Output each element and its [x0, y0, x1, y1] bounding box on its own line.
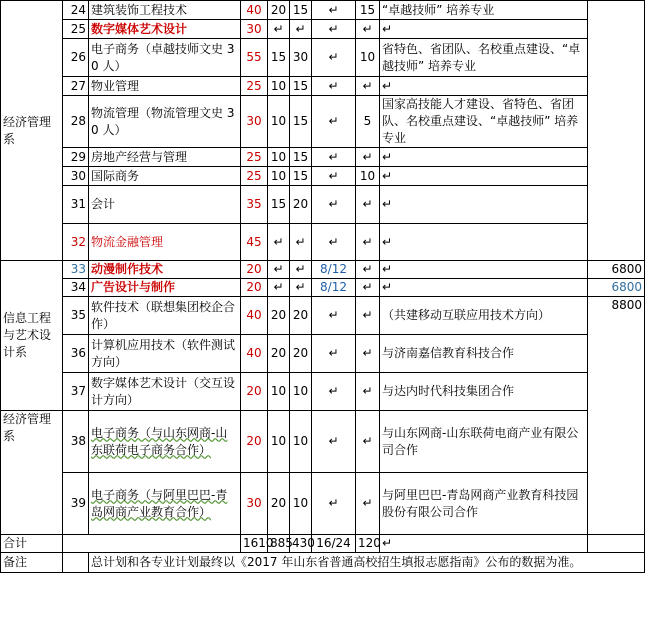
- plan-col-b: 15: [290, 1, 312, 20]
- total-col-a: 885: [268, 535, 290, 553]
- fee-cell: 8800: [588, 297, 645, 535]
- plan-col-b: ↵: [290, 224, 312, 261]
- major-name: [89, 148, 241, 167]
- plan-total: 40: [241, 297, 268, 335]
- plan-col-b: 30: [290, 39, 312, 77]
- plan-col-d: ↵: [356, 373, 380, 411]
- table-row: [1, 39, 645, 77]
- table-row: [1, 473, 645, 535]
- total-label: 合计: [1, 535, 63, 553]
- major-name: [89, 279, 241, 297]
- row-number: 27: [63, 77, 89, 96]
- total-col-d: 120: [356, 535, 380, 553]
- plan-col-c: ↵: [312, 1, 356, 20]
- plan-col-c: ↵: [312, 77, 356, 96]
- plan-col-a: ↵: [268, 261, 290, 279]
- plan-col-b: 15: [290, 96, 312, 148]
- plan-col-a: 10: [268, 411, 290, 473]
- remark-cell: ↵: [380, 279, 588, 297]
- plan-col-b: 20: [290, 186, 312, 224]
- dept-cell: 经济管理系: [1, 1, 63, 261]
- remark-cell: ↵: [380, 148, 588, 167]
- plan-col-b: 10: [290, 373, 312, 411]
- plan-col-c: ↵: [312, 411, 356, 473]
- plan-total: 20: [241, 279, 268, 297]
- major-label: 计算机应用技术（软件测试方向）: [91, 337, 236, 369]
- plan-col-a: 15: [268, 186, 290, 224]
- major-label: 电子商务（与阿里巴巴-青岛网商产业教育合作）: [91, 487, 228, 519]
- major-name: [89, 167, 241, 186]
- major-name: [89, 39, 241, 77]
- major-name: [89, 224, 241, 261]
- plan-col-b: ↵: [290, 261, 312, 279]
- remark-cell: 与济南嘉信教育科技合作: [380, 335, 588, 373]
- major-name: [89, 411, 241, 473]
- table-row: [1, 186, 645, 224]
- remark-cell: 与阿里巴巴-青岛网商产业教育科技园股份有限公司合作: [380, 473, 588, 535]
- plan-col-a: 10: [268, 167, 290, 186]
- row-number: 25: [63, 20, 89, 39]
- plan-col-d: ↵: [356, 20, 380, 39]
- row-number: 30: [63, 167, 89, 186]
- remark-blank: [63, 553, 89, 573]
- plan-col-c: ↵: [312, 167, 356, 186]
- plan-total: 40: [241, 1, 268, 20]
- plan-col-c: ↵: [312, 297, 356, 335]
- row-number: 24: [63, 1, 89, 20]
- plan-col-d: ↵: [356, 77, 380, 96]
- plan-col-d: ↵: [356, 148, 380, 167]
- remark-cell: 与达内时代科技集团合作: [380, 373, 588, 411]
- plan-total: 25: [241, 77, 268, 96]
- plan-total: 35: [241, 186, 268, 224]
- table-row: [1, 77, 645, 96]
- table-row: [1, 167, 645, 186]
- plan-col-b: 10: [290, 473, 312, 535]
- fee-cell: 6800: [588, 279, 645, 297]
- plan-total: 20: [241, 373, 268, 411]
- major-label: 软件技术（联想集团校企合作）: [91, 299, 236, 331]
- row-number: 29: [63, 148, 89, 167]
- row-number: 38: [63, 411, 89, 473]
- major-label: 电子商务（与山东网商-山东联荷电子商务合作）: [91, 425, 228, 457]
- plan-col-d: 10: [356, 167, 380, 186]
- plan-col-c: ↵: [312, 39, 356, 77]
- plan-col-d: ↵: [356, 473, 380, 535]
- major-label: 建筑装饰工程技术: [91, 2, 188, 17]
- plan-col-a: 10: [268, 373, 290, 411]
- major-name: [89, 261, 241, 279]
- remark-cell: “卓越技师” 培养专业: [380, 1, 588, 20]
- plan-col-d: 5: [356, 96, 380, 148]
- row-number: 36: [63, 335, 89, 373]
- dept-cell: 经济管理系: [1, 411, 63, 535]
- row-number: 35: [63, 297, 89, 335]
- row-number: 34: [63, 279, 89, 297]
- plan-total: 25: [241, 148, 268, 167]
- plan-col-a: ↵: [268, 20, 290, 39]
- total-remark: ↵: [380, 535, 588, 553]
- table-row: [1, 279, 645, 297]
- table-row: [1, 373, 645, 411]
- plan-col-b: 15: [290, 167, 312, 186]
- fee-cell: 6800: [588, 261, 645, 279]
- row-number: 32: [63, 224, 89, 261]
- plan-col-a: 20: [268, 335, 290, 373]
- plan-col-d: ↵: [356, 335, 380, 373]
- plan-col-b: 15: [290, 77, 312, 96]
- major-name: [89, 1, 241, 20]
- major-name: [89, 96, 241, 148]
- total-fee: [588, 535, 645, 553]
- remark-cell: ↵: [380, 224, 588, 261]
- plan-col-a: ↵: [268, 279, 290, 297]
- plan-total: 40: [241, 335, 268, 373]
- table-row: [1, 297, 645, 335]
- major-label: 广告设计与制作: [91, 280, 176, 294]
- plan-total: 55: [241, 39, 268, 77]
- table-row: [1, 148, 645, 167]
- row-number: 31: [63, 186, 89, 224]
- plan-col-a: 20: [268, 473, 290, 535]
- major-label: 物流金融管理: [91, 234, 164, 249]
- remark-cell: 国家高技能人才建设、省特色、省团队、名校重点建设、“卓越技师” 培养专业: [380, 96, 588, 148]
- plan-col-d: 10: [356, 39, 380, 77]
- plan-total: 20: [241, 411, 268, 473]
- remark-cell: （共建移动互联应用技术方向）: [380, 297, 588, 335]
- plan-col-b: 20: [290, 297, 312, 335]
- remark-cell: ↵: [380, 77, 588, 96]
- dept-cell: 信息工程与艺术设计系: [1, 261, 63, 411]
- plan-col-d: 15: [356, 1, 380, 20]
- plan-col-d: ↵: [356, 224, 380, 261]
- remark-cell: ↵: [380, 261, 588, 279]
- plan-col-d: ↵: [356, 261, 380, 279]
- total-blank: [63, 535, 241, 553]
- plan-col-b: 15: [290, 148, 312, 167]
- major-label: 数字媒体艺术设计（交互设计方向）: [91, 375, 236, 407]
- plan-col-d: ↵: [356, 186, 380, 224]
- major-label: 电子商务（卓越技师文史 30 人）: [91, 41, 235, 73]
- plan-col-c: ↵: [312, 186, 356, 224]
- plan-col-c: ↵: [312, 373, 356, 411]
- plan-col-a: 20: [268, 1, 290, 20]
- major-name: [89, 335, 241, 373]
- fee-cell: [588, 1, 645, 261]
- total-row: [1, 535, 645, 553]
- remark-cell: 与山东网商-山东联荷电商产业有限公司合作: [380, 411, 588, 473]
- major-label: 数字媒体艺术设计: [91, 21, 188, 36]
- major-label: 会计: [91, 197, 116, 211]
- plan-col-c: 8/12: [312, 261, 356, 279]
- table-row: [1, 20, 645, 39]
- table-row: [1, 261, 645, 279]
- remark-cell: ↵: [380, 20, 588, 39]
- plan-col-a: 10: [268, 96, 290, 148]
- plan-total: 20: [241, 261, 268, 279]
- major-label: 动漫制作技术: [91, 262, 164, 276]
- plan-col-d: ↵: [356, 279, 380, 297]
- remark-cell: ↵: [380, 167, 588, 186]
- remark-row: [1, 553, 645, 573]
- plan-col-b: ↵: [290, 20, 312, 39]
- row-number: 39: [63, 473, 89, 535]
- total-col-c: 16/24: [312, 535, 356, 553]
- plan-total: 30: [241, 473, 268, 535]
- major-name: [89, 186, 241, 224]
- table-row: [1, 224, 645, 261]
- plan-col-c: ↵: [312, 335, 356, 373]
- remark-cell: 省特色、省团队、名校重点建设、“卓越技师” 培养专业: [380, 39, 588, 77]
- remark-cell: ↵: [380, 186, 588, 224]
- remark-text: 总计划和各专业计划最终以《2017 年山东省普通高校招生填报志愿指南》公布的数据为准。: [89, 553, 645, 573]
- plan-col-c: ↵: [312, 224, 356, 261]
- plan-col-c: ↵: [312, 473, 356, 535]
- plan-col-b: ↵: [290, 279, 312, 297]
- plan-total: 25: [241, 167, 268, 186]
- total-col-b: 430: [290, 535, 312, 553]
- plan-total: 45: [241, 224, 268, 261]
- major-label: 物流管理（物流管理文史 30 人）: [91, 105, 235, 137]
- plan-col-b: 20: [290, 335, 312, 373]
- plan-col-d: ↵: [356, 411, 380, 473]
- plan-col-d: ↵: [356, 297, 380, 335]
- plan-col-b: 10: [290, 411, 312, 473]
- major-name: [89, 297, 241, 335]
- plan-col-a: 15: [268, 39, 290, 77]
- plan-col-a: 10: [268, 148, 290, 167]
- plan-col-a: 10: [268, 77, 290, 96]
- table-row: [1, 96, 645, 148]
- total-plan: 1610: [241, 535, 268, 553]
- remark-label: 备注: [1, 553, 63, 573]
- plan-col-c: 8/12: [312, 279, 356, 297]
- plan-total: 30: [241, 96, 268, 148]
- plan-col-c: ↵: [312, 20, 356, 39]
- plan-col-a: 20: [268, 297, 290, 335]
- major-name: [89, 473, 241, 535]
- table-row: [1, 411, 645, 473]
- major-name: [89, 77, 241, 96]
- major-name: [89, 20, 241, 39]
- major-label: 房地产经营与管理: [91, 149, 188, 164]
- row-number: 33: [63, 261, 89, 279]
- plan-col-c: ↵: [312, 148, 356, 167]
- row-number: 28: [63, 96, 89, 148]
- table-row: [1, 335, 645, 373]
- row-number: 26: [63, 39, 89, 77]
- table-row: [1, 1, 645, 20]
- plan-col-a: ↵: [268, 224, 290, 261]
- row-number: 37: [63, 373, 89, 411]
- plan-total: 30: [241, 20, 268, 39]
- plan-col-c: ↵: [312, 96, 356, 148]
- major-label: 国际商务: [91, 168, 140, 183]
- major-label: 物业管理: [91, 78, 140, 93]
- major-name: [89, 373, 241, 411]
